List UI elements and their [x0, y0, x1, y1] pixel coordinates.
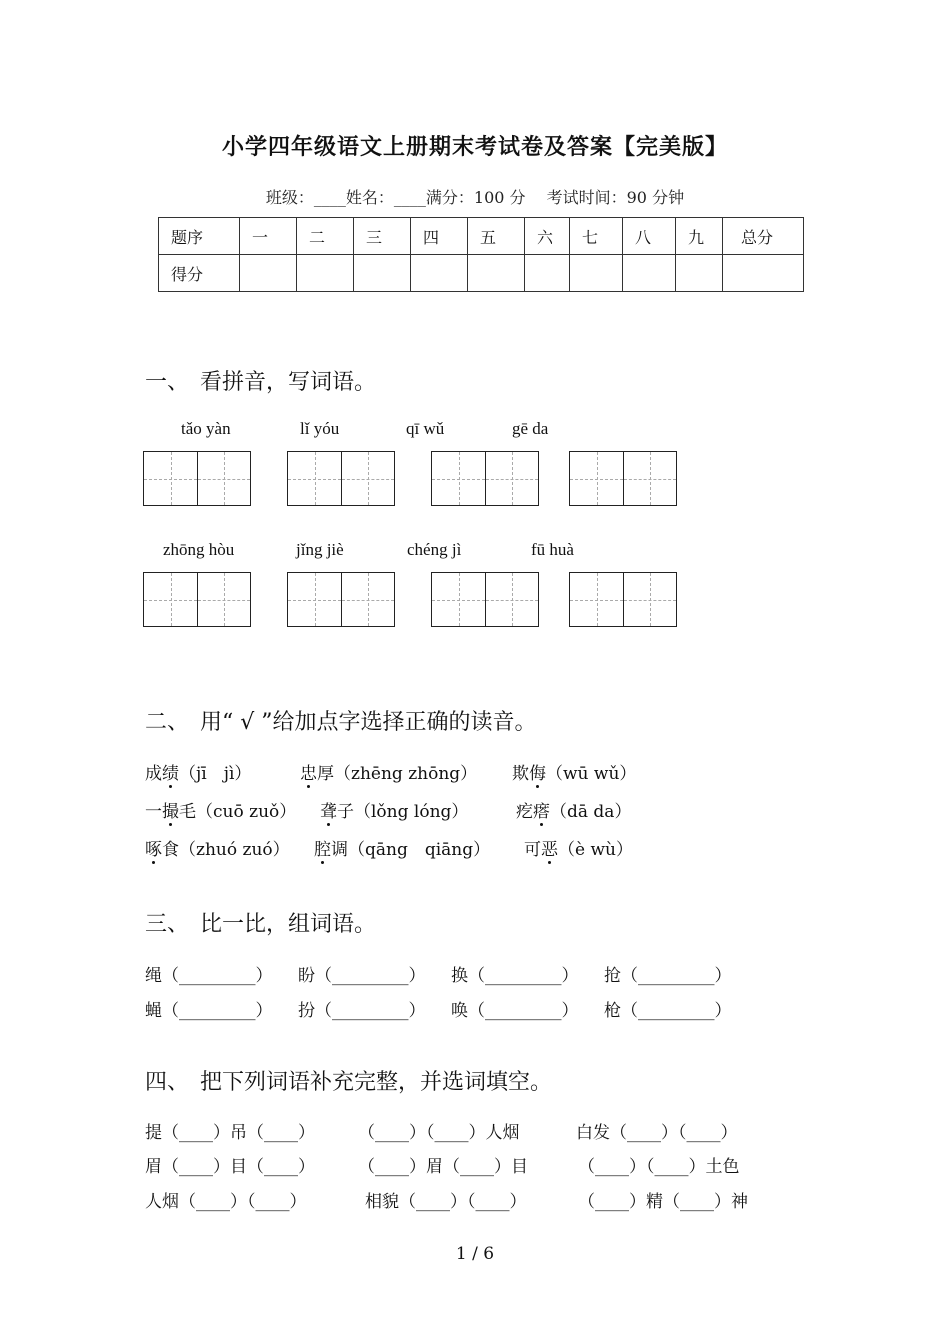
pinyin-label: tǎo yàn [181, 419, 231, 438]
score-table-header-row [159, 218, 804, 255]
dotted-char: 忠 [300, 764, 317, 784]
section-2-heading: 二、 用“ √ ”给加点字选择正确的读音。 [145, 710, 537, 735]
reading-item: 疙瘩（dā da） [516, 802, 632, 822]
score-table [158, 217, 804, 292]
idiom-item: （____）精（____）神 [578, 1192, 748, 1212]
compare-item: 换（_________） [451, 966, 579, 986]
dotted-char: 聋 [320, 802, 337, 822]
pinyin-label: qī wǔ [406, 419, 445, 438]
reading-item: 忠厚（zhēng zhōng） [300, 764, 478, 784]
dotted-char: 恶 [541, 840, 558, 860]
score-cell-label: 得分 [159, 255, 240, 292]
writing-grid[interactable] [143, 451, 251, 506]
compare-item: 盼（_________） [298, 966, 426, 986]
pinyin-label: chéng jì [407, 540, 462, 559]
section-3-heading: 三、 比一比，组词语。 [145, 912, 377, 937]
score-cell-header: 九 [676, 218, 723, 255]
pinyin-label: jǐng jiè [296, 540, 344, 559]
reading-item: 可恶（è wù） [524, 840, 633, 860]
reading-item: 欺侮（wū wǔ） [512, 764, 637, 784]
score-cell-header: 六 [525, 218, 570, 255]
score-cell-blank [525, 255, 570, 292]
score-cell-blank [411, 255, 468, 292]
writing-grid[interactable] [287, 451, 395, 506]
section-1-heading: 一、 看拼音，写词语。 [145, 370, 377, 395]
score-cell-header: 七 [570, 218, 623, 255]
dotted-char: 绩 [162, 764, 179, 784]
score-cell-blank [623, 255, 676, 292]
compare-item: 抢（_________） [604, 966, 732, 986]
idiom-item: 白发（____）（____） [576, 1123, 738, 1143]
score-cell-label: 题序 [159, 218, 240, 255]
exam-info-line: 班级：____姓名：____满分：100 分 考试时间：90 分钟 [265, 188, 685, 207]
score-cell-blank [354, 255, 411, 292]
writing-grid[interactable] [569, 572, 677, 627]
writing-grid[interactable] [287, 572, 395, 627]
score-cell-header: 二 [297, 218, 354, 255]
score-cell-blank [723, 255, 804, 292]
dotted-char: 瘩 [533, 802, 550, 822]
score-cell-blank [570, 255, 623, 292]
score-cell-blank [297, 255, 354, 292]
compare-item: 蝇（_________） [145, 1001, 273, 1021]
score-cell-blank [676, 255, 723, 292]
writing-grid[interactable] [431, 451, 539, 506]
score-cell-blank [468, 255, 525, 292]
idiom-item: （____）眉（____）目 [358, 1157, 528, 1177]
dotted-char: 啄 [145, 840, 162, 860]
score-cell-header: 八 [623, 218, 676, 255]
pinyin-label: gē da [512, 419, 549, 438]
pinyin-label: fū huà [531, 540, 574, 559]
pinyin-label: zhōng hòu [163, 540, 235, 559]
page-number: 1 / 6 [455, 1244, 495, 1264]
idiom-item: 人烟（____）（____） [145, 1192, 307, 1212]
reading-item: 腔调（qāng qiāng） [314, 840, 491, 860]
score-table-score-row [159, 255, 804, 292]
reading-item: 聋子（lǒng lóng） [320, 802, 469, 822]
dotted-char: 腔 [314, 840, 331, 860]
idiom-item: （____）（____）土色 [578, 1157, 740, 1177]
compare-item: 扮（_________） [298, 1001, 426, 1021]
score-cell-blank [240, 255, 297, 292]
dotted-char: 撮 [162, 802, 179, 822]
score-cell-header: 三 [354, 218, 411, 255]
score-cell-header: 一 [240, 218, 297, 255]
idiom-item: 眉（____）目（____） [145, 1157, 315, 1177]
section-4-heading: 四、 把下列词语补充完整，并选词填空。 [145, 1070, 553, 1095]
score-cell-total: 总分 [723, 218, 804, 255]
reading-item: 成绩（jī jì） [145, 764, 252, 784]
writing-grid[interactable] [143, 572, 251, 627]
pinyin-label: lǐ yóu [300, 419, 340, 438]
dotted-char: 侮 [529, 764, 546, 784]
page-title: 小学四年级语文上册期末考试卷及答案【完美版】 [221, 134, 728, 160]
idiom-item: 提（____）吊（____） [145, 1123, 315, 1143]
compare-item: 绳（_________） [145, 966, 273, 986]
writing-grid[interactable] [431, 572, 539, 627]
score-cell-header: 五 [468, 218, 525, 255]
compare-item: 唤（_________） [451, 1001, 579, 1021]
reading-item: 啄食（zhuó zuó） [145, 840, 290, 860]
score-cell-header: 四 [411, 218, 468, 255]
idiom-item: （____）（____）人烟 [358, 1123, 520, 1143]
reading-item: 一撮毛（cuō zuǒ） [145, 802, 297, 822]
idiom-item: 相貌（____）（____） [365, 1192, 527, 1212]
writing-grid[interactable] [569, 451, 677, 506]
compare-item: 枪（_________） [604, 1001, 732, 1021]
